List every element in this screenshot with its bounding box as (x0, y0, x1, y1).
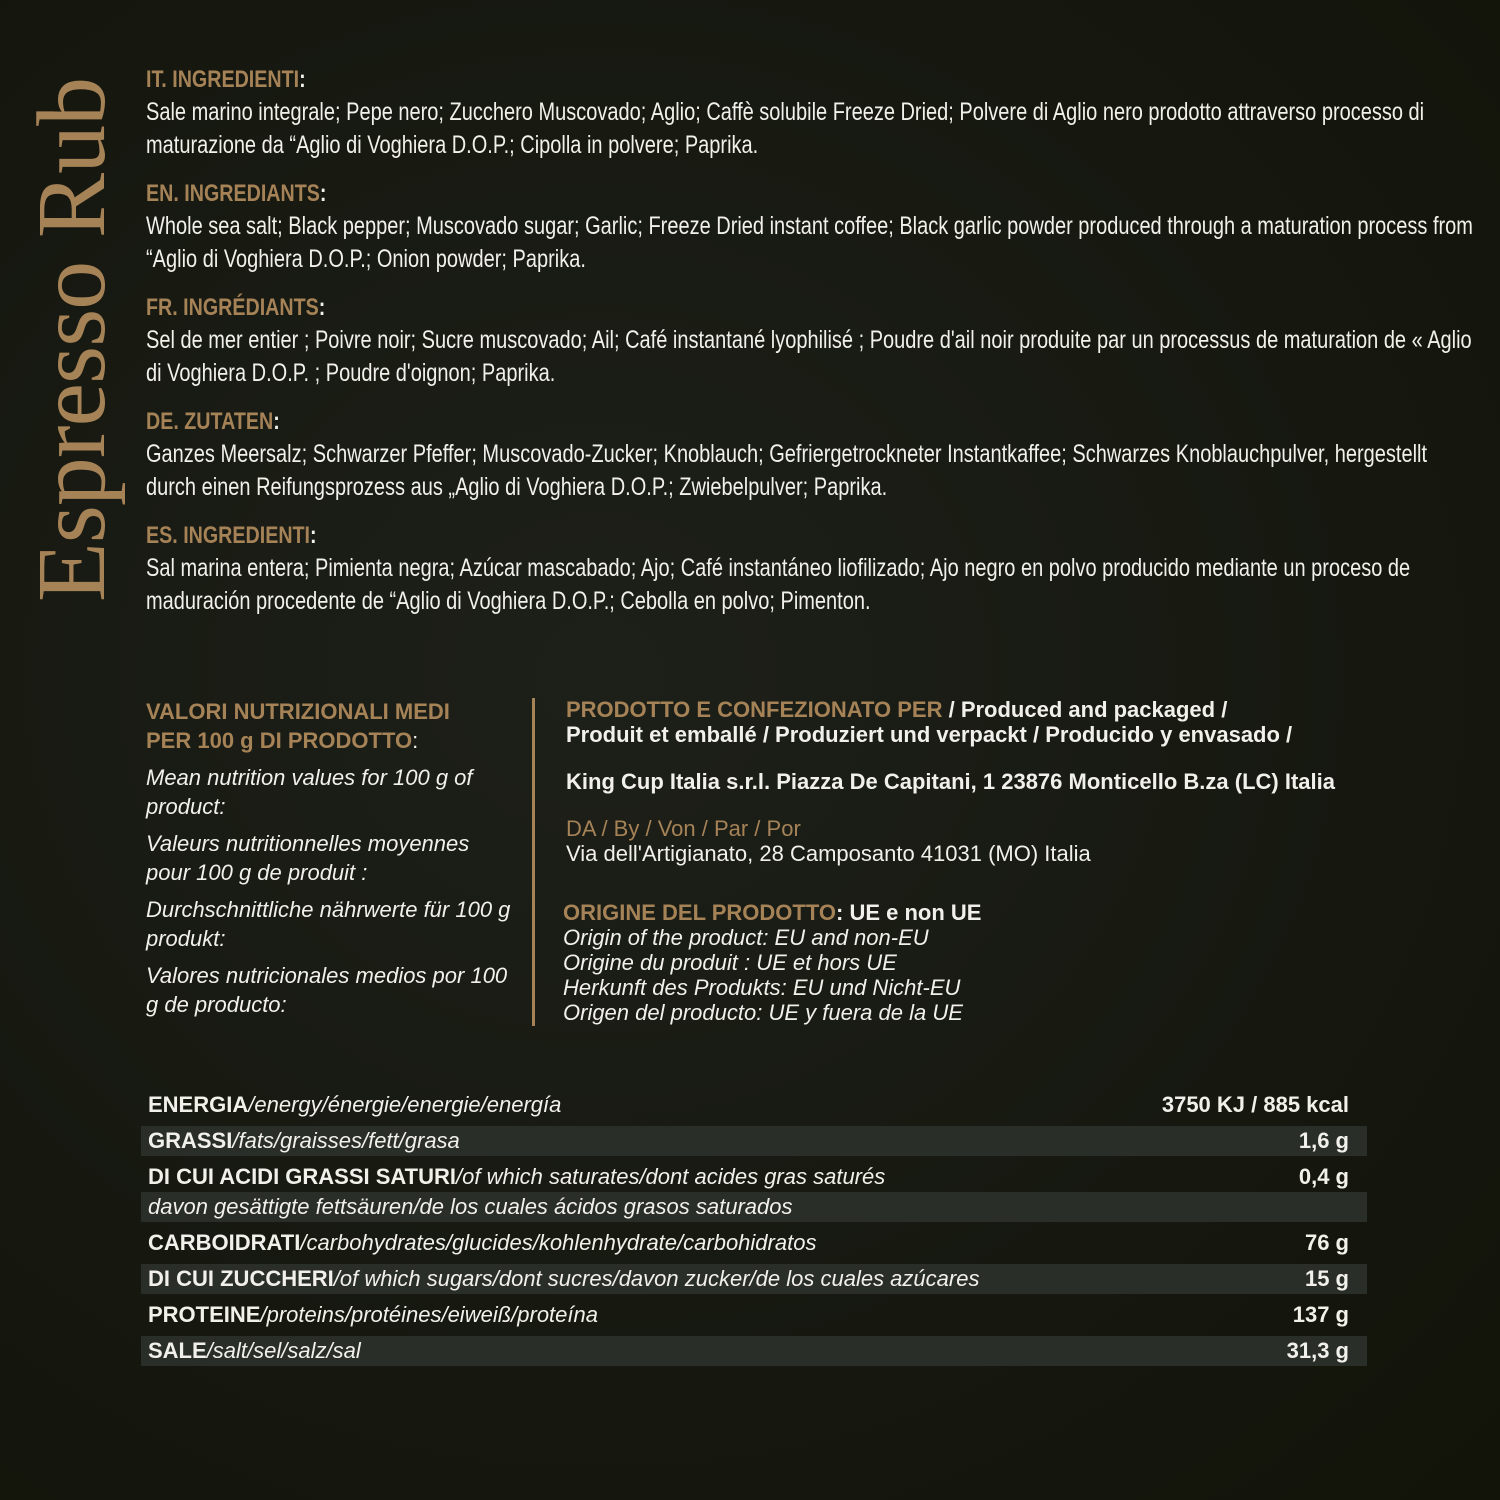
producer-info (563, 697, 1486, 1025)
nutrition-translation: Valores nutricionales medios por 100 g de producto: (146, 963, 508, 1017)
ingredients-fr: FR. INGRÉDIANTS: Sel de mer entier ; Poivre noir; Sucre muscovado; Ail; Café instantané lyophilisé ; Poudre d'ail noir produite par un processus de maturation de « Aglio di Voghiera D.O.P. ; Poudre d'oignon; Paprika. (146, 292, 1486, 390)
ingredients-text: Sale marino integrale; Pepe nero; Zucchero Muscovado; Aglio; Caffè solubile Freeze Dried; Polvere di Aglio nero prodotto attraverso processo di maturazione da “Aglio di Voghiera D.O.P.; Cipolla in polvere; Paprika. (146, 98, 1425, 159)
ingredients-text: Sal marina entera; Pimienta negra; Azúcar mascabado; Ajo; Café instantáneo liofilizado; Ajo negro en polvo producido mediante un proceso de maduración procedente de “Aglio di Voghiera D.O.P.; Cebolla en polvo; Pimenton. (146, 554, 1411, 615)
brand-title-vertical (18, 75, 126, 605)
ingredients-text: Whole sea salt; Black pepper; Muscovado sugar; Garlic; Freeze Dried instant coffee; Black garlic powder produced through a maturation process from “Aglio di Voghiera D.O.P.; Onion powder; Paprika. (146, 212, 1473, 273)
ingredients-es: ES. INGREDIENTI: Sal marina entera; Pimienta negra; Azúcar mascabado; Ajo; Café instantáneo liofilizado; Ajo negro en polvo producido mediante un proceso de maduración procedente de “Aglio di Voghiera D.O.P.; Cebolla en polvo; Pimenton. (146, 520, 1486, 618)
ingredients-section (146, 64, 1486, 634)
table-row-saturates: DI CUI ACIDI GRASSI SATURI/of which saturates/dont acides gras saturés 0,4 g davon gesättigte fettsäuren/de los cuales ácidos grasos saturados (141, 1162, 1367, 1222)
ingredients-de: DE. ZUTATEN: Ganzes Meersalz; Schwarzer Pfeffer; Muscovado-Zucker; Knoblauch; Gefriergetrockneter Instantkaffee; Schwarzes Knoblauchpulver, hergestellt durch einen Reifungsprozess aus „Aglio di Voghiera D.O.P.; Zwiebelpulver; Paprika. (146, 406, 1486, 504)
ingredients-title: FR. INGRÉDIANTS (146, 294, 319, 321)
nutrition-translation: Durchschnittliche nährwerte für 100 g produkt: (146, 897, 511, 951)
ingredients-title: IT. INGREDIENTI (146, 66, 300, 93)
row-value: 137 g (1292, 1302, 1349, 1327)
producer-company: King Cup Italia s.r.l. Piazza De Capitani, 1 23876 Monticello B.za (LC) Italia (566, 769, 1335, 794)
row-value: 31,3 g (1286, 1338, 1349, 1363)
table-row-proteins: PROTEINE/proteins/protéines/eiweiß/proteína 137 g (141, 1300, 1367, 1330)
nutrition-header (146, 697, 516, 1019)
row-value: 15 g (1304, 1266, 1349, 1291)
row-value: 3750 KJ / 885 kcal (1161, 1092, 1349, 1117)
product-origin: ORIGINE DEL PRODOTTO: UE e non UE Origin of the product: EU and non-EU Origine du produit : UE et hors UE Herkunft des Produkts: EU und Nicht-EU Origen del producto: UE y fuera de la UE (563, 900, 982, 1025)
ingredients-title: DE. ZUTATEN (146, 408, 274, 435)
producer-by: DA / By / Von / Par / Por Via dell'Artigianato, 28 Camposanto 41031 (MO) Italia (566, 816, 1091, 866)
nutrition-table (141, 1088, 1367, 1372)
table-row-energy: ENERGIA/energy/énergie/energie/energía 3750 KJ / 885 kcal (141, 1088, 1367, 1126)
ingredients-title: ES. INGREDIENTI (146, 522, 311, 549)
nutrition-translation: Valeurs nutritionnelles moyennes pour 100 g de produit : (146, 831, 470, 885)
nutrition-title: VALORI NUTRIZIONALI MEDI PER 100 g DI PRODOTTO: (146, 699, 450, 753)
table-row-sugars: DI CUI ZUCCHERI/of which sugars/dont sucres/davon zucker/de los cuales azúcares 15 g (141, 1264, 1367, 1294)
row-value: 0,4 g (1298, 1164, 1349, 1189)
producer-label: PRODOTTO E CONFEZIONATO PER / Produced and packaged / Produit et emballé / Produziert und verpackt / Producido y envasado / (566, 697, 1293, 747)
ingredients-text: Ganzes Meersalz; Schwarzer Pfeffer; Muscovado-Zucker; Knoblauch; Gefriergetrockneter Instantkaffee; Schwarzes Knoblauchpulver, hergestellt durch einen Reifungsprozess aus „Aglio di Voghiera D.O.P.; Zwiebelpulver; Paprika. (146, 440, 1428, 501)
table-row-carbohydrates: CARBOIDRATI/carbohydrates/glucides/kohlenhydrate/carbohidratos 76 g (141, 1228, 1367, 1258)
ingredients-it: IT. INGREDIENTI: Sale marino integrale; Pepe nero; Zucchero Muscovado; Aglio; Caffè solubile Freeze Dried; Polvere di Aglio nero prodotto attraverso processo di maturazione da “Aglio di Voghiera D.O.P.; Cipolla in polvere; Paprika. (146, 64, 1486, 162)
row-value: 1,6 g (1298, 1128, 1349, 1153)
row-value: 76 g (1304, 1230, 1349, 1255)
brand-title: Espresso Rub (18, 77, 126, 603)
ingredients-en: EN. INGREDIANTS: Whole sea salt; Black pepper; Muscovado sugar; Garlic; Freeze Dried instant coffee; Black garlic powder produced through a maturation process from “Aglio di Voghiera D.O.P.; Onion powder; Paprika. (146, 178, 1486, 276)
table-row-salt: SALE/salt/sel/salz/sal 31,3 g (141, 1336, 1367, 1366)
table-row-fats: GRASSI/fats/graisses/fett/grasa 1,6 g (141, 1126, 1367, 1156)
ingredients-text: Sel de mer entier ; Poivre noir; Sucre muscovado; Ail; Café instantané lyophilisé ; Poudre d'ail noir produite par un processus de maturation de « Aglio di Voghiera D.O.P. ; Poudre d'oignon; Paprika. (146, 326, 1472, 387)
ingredients-title: EN. INGREDIANTS (146, 180, 320, 207)
nutrition-translation: Mean nutrition values for 100 g of product: (146, 765, 473, 819)
vertical-divider (532, 698, 535, 1026)
